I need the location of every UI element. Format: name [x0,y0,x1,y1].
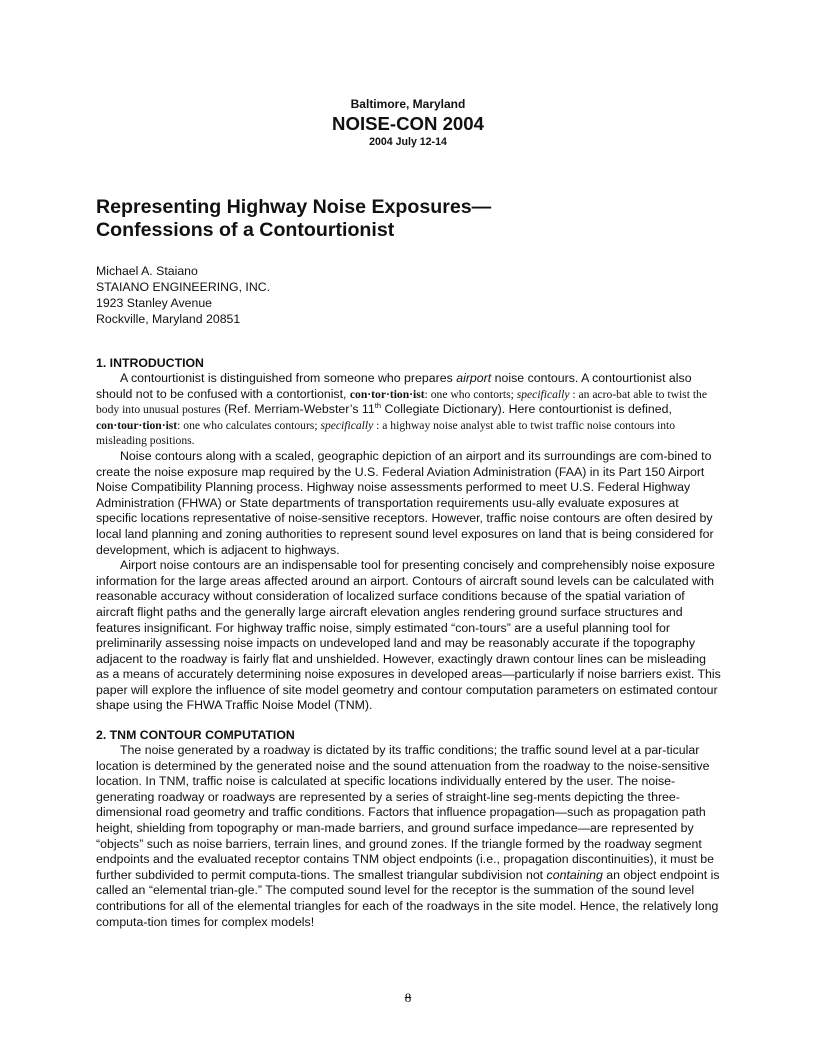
conference-location: Baltimore, Maryland [350,97,466,111]
section-2-paragraph-1: The noise generated by a roadway is dictated by its traffic conditions; the traffic sound level at a par-ticular location is determined by the generated noise and the sound attenuation from the roadway to the noise-sensitive location. In TNM, traffic noise is calculated at specific locations individually entered by the user. The noise-generating roadway or roadways are represented by a series of straight-line seg-ments depicting the three-dimensional road geometry and traffic conditions. Factors that influence propagation—such as propagation path height, shielding from topography or man-made barriers, and ground surface impedance—are represented by “objects” such as noise barriers, terrain lines, and ground zones. If the triangle formed by the roadway segment endpoints and the evaluated receptor contains TNM object endpoints (i.e., propagation discontinuities), it must be further subdivided to permit computa-tions. The smallest triangular subdivision not containing an object endpoint is called an “elemental trian-gle.” The computed sound level for the receptor is the summation of the sound level contributions for all of the elemental triangles for each of the roadways in the site model. Hence, the relatively long computa-tion times for complex models! [96,743,720,929]
section-1-heading: 1. INTRODUCTION [96,356,204,370]
section-2-heading: 2. TNM CONTOUR COMPUTATION [96,728,295,743]
paper-title-line-2: Confessions of a Contourtionist [96,219,395,241]
author-city: Rockville, Maryland 20851 [96,312,241,326]
conference-dates: 2004 July 12-14 [369,136,447,148]
conference-header [96,94,720,150]
author-street: 1923 Stanley Avenue [96,296,213,310]
section-1-paragraph-2: Noise contours along with a scaled, geographic depiction of an airport and its surroundings are com-bined to create the noise exposure map required by the U.S. Federal Aviation Administration (FAA) in its Part 150 Airport Noise Compatibility Planning process. Highway noise assessments performed to meet U.S. Federal Highway Administration (FHWA) or State departments of transportation requirements usu-ally evaluate exposures at specific locations representative of noise-sensitive receptors. However, traffic noise contours are often desired by local land planning and zoning authorities to represent sound level exposures on land that is being considered for development, which is adjacent to highways. [96,448,714,557]
page-number: 8 [404,990,412,1005]
section-1-paragraph-3: Airport noise contours are an indispensable tool for presenting concisely and comprehensibly noise exposure information for the large areas affected around an airport. Contours of aircraft sound levels can be calculated with reasonable accuracy without consideration of localized surface conditions because of the spatial variation of aircraft flight paths and the generally large aircraft elevation angles rendering ground surface structures and features insignificant. For highway traffic noise, simply estimated “con-tours” are a useful planning tool for preliminarily assessing noise impacts on undeveloped land and may be reasonably accurate if the topography adjacent to the roadway is fairly flat and unshielded. However, exactingly drawn contour lines can be misleading as a means of accurately determining noise exposures in developed areas—particularly if noise barriers exist. This paper will explore the influence of site model geometry and contour computation parameters on estimated contour shape using the FHWA Traffic Noise Model (TNM). [96,558,721,713]
paper-page [96,92,721,930]
paper-title-line-1: Representing Highway Noise Exposures— [96,196,492,218]
paper-title [96,196,721,242]
author-name: Michael A. Staiano [96,264,198,278]
section-1-paragraph-1: A contourtionist is distinguished from someone who prepares airport noise contours. A contourtionist also should not to be confused with a contortionist, con·tor·tion·ist: one who contorts; specifically : an acro-bat able to twist the body into unusual postures (Ref. Merriam-Webster’s 11th Collegiate Dictionary). Here contourtionist is defined, con·tour·tion·ist: one who calculates contours; specifically : a highway noise analyst able to twist traffic noise contours into misleading positions. [96,371,707,448]
author-company: STAIANO ENGINEERING, INC. [96,280,270,294]
conference-name: NOISE-CON 2004 [332,113,484,134]
author-block [96,263,721,327]
